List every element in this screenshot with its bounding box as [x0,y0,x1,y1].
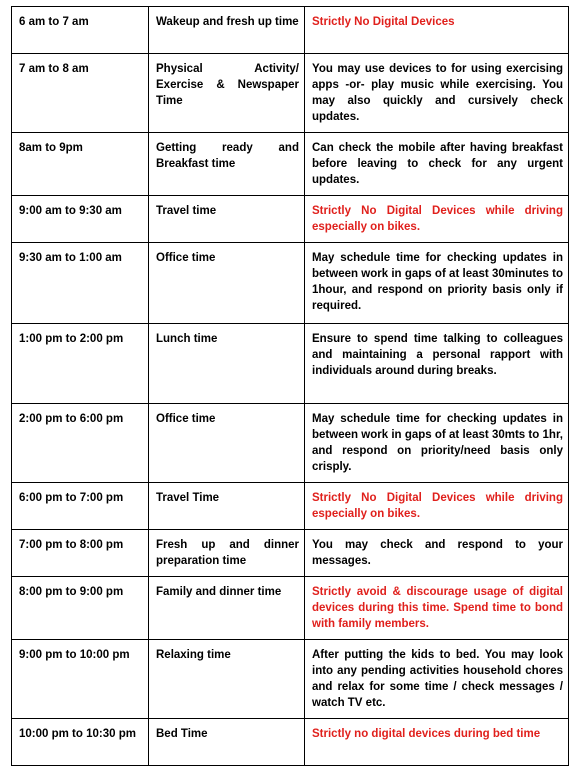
guideline-cell: May schedule time for checking updates in between work in gaps of at least 30mts to 1hr, and respond on priority/need basis only crisply. [305,404,569,483]
guideline-cell: May schedule time for checking updates in between work in gaps of at least 30minutes to 1hour, and respond on priority basis only if required. [305,243,569,324]
time-cell: 10:00 pm to 10:30 pm [12,719,149,766]
guideline-cell: Strictly no digital devices during bed time [305,719,569,766]
time-cell: 7 am to 8 am [12,54,149,133]
guideline-cell: After putting the kids to bed. You may look into any pending activities household chores and relax for some time / check messages / watch TV etc. [305,640,569,719]
time-cell: 9:00 am to 9:30 am [12,196,149,243]
guideline-cell: You may use devices to for using exercising apps -or- play music while exercising. You may also quickly and cursively check updates. [305,54,569,133]
activity-cell: Physical Activity/ Exercise & Newspaper Time [149,54,305,133]
time-cell: 9:00 pm to 10:00 pm [12,640,149,719]
activity-cell: Getting ready and Breakfast time [149,133,305,196]
schedule-table [11,6,569,766]
time-cell: 8am to 9pm [12,133,149,196]
guideline-cell: Ensure to spend time talking to colleagues and maintaining a personal rapport with individuals around during breaks. [305,324,569,404]
time-cell: 9:30 am to 1:00 am [12,243,149,324]
activity-cell: Fresh up and dinner preparation time [149,530,305,577]
time-cell: 6 am to 7 am [12,7,149,54]
table-row [12,530,569,577]
time-cell: 6:00 pm to 7:00 pm [12,483,149,530]
guideline-cell: Strictly No Digital Devices while driving especially on bikes. [305,196,569,243]
activity-cell: Wakeup and fresh up time [149,7,305,54]
guideline-cell: Strictly avoid & discourage usage of digital devices during this time. Spend time to bond with family members. [305,577,569,640]
table-row [12,133,569,196]
guideline-cell: Strictly No Digital Devices [305,7,569,54]
table-row [12,404,569,483]
table-row [12,719,569,766]
activity-cell: Relaxing time [149,640,305,719]
activity-cell: Bed Time [149,719,305,766]
activity-cell: Family and dinner time [149,577,305,640]
table-row [12,577,569,640]
table-row [12,7,569,54]
activity-cell: Travel time [149,196,305,243]
time-cell: 8:00 pm to 9:00 pm [12,577,149,640]
guideline-cell: You may check and respond to your messages. [305,530,569,577]
schedule-body [12,7,569,766]
table-row [12,640,569,719]
guideline-cell: Can check the mobile after having breakfast before leaving to check for any urgent updates. [305,133,569,196]
activity-cell: Office time [149,243,305,324]
table-row [12,54,569,133]
activity-cell: Travel Time [149,483,305,530]
table-row [12,196,569,243]
activity-cell: Lunch time [149,324,305,404]
guideline-cell: Strictly No Digital Devices while driving especially on bikes. [305,483,569,530]
table-row [12,483,569,530]
time-cell: 1:00 pm to 2:00 pm [12,324,149,404]
table-row [12,324,569,404]
time-cell: 2:00 pm to 6:00 pm [12,404,149,483]
activity-cell: Office time [149,404,305,483]
table-row [12,243,569,324]
time-cell: 7:00 pm to 8:00 pm [12,530,149,577]
